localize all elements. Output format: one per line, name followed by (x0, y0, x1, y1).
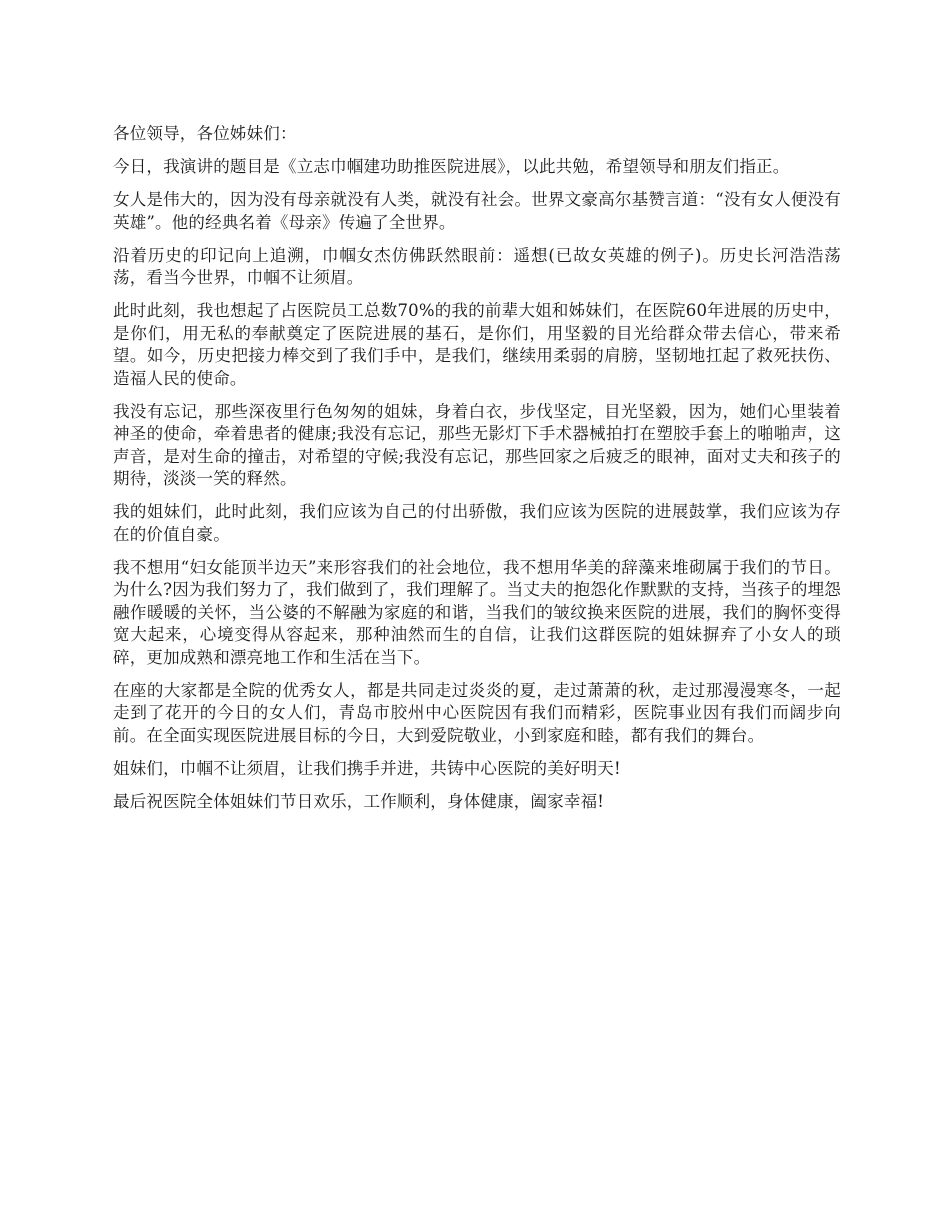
paragraph-topic: 今日，我演讲的题目是《立志巾帼建功助推医院进展》，以此共勉，希望领导和朋友们指正。 (113, 157, 790, 176)
paragraph-predecessors: 此时此刻，我也想起了占医院员工总数70%的我的前辈大姐和姊妹们，在医院60年进展的历史中，是你们，用无私的奉献奠定了医院进展的基石，是你们，用坚毅的目光给群众带去信心，带来希望。如今，历史把接力棒交到了我们手中，是我们，继续用柔弱的肩膀，坚韧地扛起了救死扶伤、造福人民的使命。 (113, 301, 841, 388)
paragraph-salutation: 各位领导，各位姊妹们： (113, 124, 297, 143)
paragraph-history: 沿着历史的印记向上追溯，巾帼女杰仿佛跃然眼前：遥想(已故女英雄的例子)。历史长河浩浩荡荡，看当今世界，巾帼不让须眉。 (113, 245, 841, 287)
paragraph-pride: 我的姐妹们，此时此刻，我们应该为自己的付出骄傲，我们应该为医院的进展鼓掌，我们应该为存在的价值自豪。 (113, 502, 841, 544)
paragraph-festival: 我不想用“妇女能顶半边天”来形容我们的社会地位，我不想用华美的辞藻来堆砌属于我们的节日。为什么?因为我们努力了，我们做到了，我们理解了。当丈夫的抱怨化作默默的支持，当孩子的埋怨融作暖暖的关怀，当公婆的不解融为家庭的和谐，当我们的皱纹换来医院的进展，我们的胸怀变得宽大起来，心境变得从容起来，那种油然而生的自信，让我们这群医院的姐妹摒弃了小女人的琐碎，更加成熟和漂亮地工作和生活在当下。 (113, 557, 841, 667)
paragraph-audience: 在座的大家都是全院的优秀女人，都是共同走过炎炎的夏，走过萧萧的秋，走过那漫漫寒冬，一起走到了花开的今日的女人们，青岛市胶州中心医院因有我们而精彩，医院事业因有我们而阔步向前。在全面实现医院进展目标的今日，大到爱院敬业，小到家庭和睦，都有我们的舞台。 (113, 680, 841, 745)
paragraph-women-greatness: 女人是伟大的，因为没有母亲就没有人类，就没有社会。世界文豪高尔基赞言道：“没有女人便没有英雄”。他的经典名着《母亲》传遍了全世界。 (113, 190, 841, 232)
paragraph-call-to-action: 姐妹们，巾帼不让须眉，让我们携手并进，共铸中心医院的美好明天! (113, 758, 621, 778)
speech-body (113, 123, 841, 824)
paragraph-not-forget: 我没有忘记，那些深夜里行色匆匆的姐妹，身着白衣，步伐坚定，目光坚毅，因为，她们心里装着神圣的使命，牵着患者的健康;我没有忘记，那些无影灯下手术器械拍打在塑胶手套上的啪啪声，这声音，是对生命的撞击，对希望的守候;我没有忘记，那些回家之后疲乏的眼神，面对丈夫和孩子的期待，淡淡一笑的释然。 (113, 401, 841, 488)
paragraph-closing-wishes: 最后祝医院全体姐妹们节日欢乐，工作顺利，身体健康，阖家幸福! (113, 791, 605, 811)
